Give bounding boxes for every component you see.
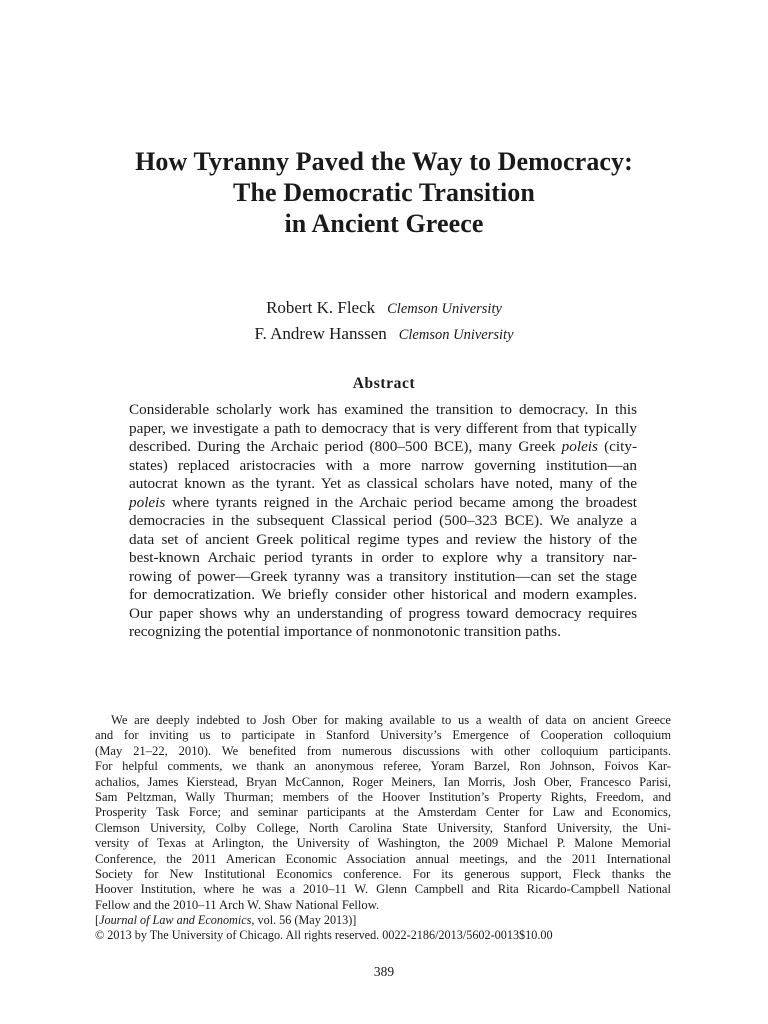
abstract-line: rowing of power—Greek tyranny was a transitory institution—can set the stage xyxy=(129,567,637,585)
abstract-line: for democratization. We briefly consider other historical and modern examples. xyxy=(129,586,637,603)
journal-citation xyxy=(95,913,671,928)
abstract-line: data set of ancient Greek political regime types and review the history of the xyxy=(129,530,637,548)
abstract-line: paper, we investigate a path to democracy that is very different from that typically xyxy=(129,419,637,437)
citation-bracket: [ xyxy=(95,913,100,927)
author-block xyxy=(0,298,768,350)
abstract-line: autocrat known as the tyrant. Yet as classical scholars have noted, many of the xyxy=(129,475,637,492)
footnote-line: Conference, the 2011 American Economic Association annual meetings, and the 2011 International xyxy=(95,851,671,866)
footnote-line: Prosperity Task Force; and seminar participants at the Amsterdam Center for Law and Economics, xyxy=(95,805,671,820)
abstract-line: democracies in the subsequent Classical period (500–323 BCE). We analyze a xyxy=(129,512,637,529)
author-name: Robert K. Fleck xyxy=(266,298,376,317)
title-line-2: The Democratic Transition xyxy=(233,178,535,207)
paper-title xyxy=(60,146,708,239)
abstract-line: Our paper shows why an understanding of progress toward democracy requires xyxy=(129,604,637,622)
author-affiliation: Clemson University xyxy=(398,327,514,343)
footnote-line: For helpful comments, we thank an anonymous referee, Yoram Barzel, Ron Johnson, Foivos Kar- xyxy=(95,759,671,774)
footnote-line: We are deeply indebted to Josh Ober for making available to us a wealth of data on ancient Greece xyxy=(111,713,671,727)
footnote-line: Hoover Institution, where he was a 2010–11 W. Glenn Campbell and Rita Ricardo-Campbell National xyxy=(95,882,671,897)
page-number: 389 xyxy=(373,964,395,979)
abstract-body xyxy=(129,401,637,642)
citation-block xyxy=(95,913,671,944)
abstract-line: best-known Archaic period tyrants in order to explore why a transitory nar- xyxy=(129,549,637,566)
footnote-line: and for inviting us to participate in Stanford University’s Emergence of Cooperation colloquium xyxy=(95,728,671,743)
abstract-line: recognizing the potential importance of nonmonotonic transition paths. xyxy=(129,623,561,640)
abstract-heading: Abstract xyxy=(352,375,416,392)
abstract-line: described. During the Archaic period (800–500 BCE), many Greek poleis (city- xyxy=(129,438,638,455)
abstract-line: states) replaced aristocracies with a more narrow governing institution—an xyxy=(129,456,637,474)
title-line-3: in Ancient Greece xyxy=(284,209,484,238)
footnote-line: Society for New Institutional Economics conference. For its generous support, Fleck thanks the xyxy=(95,866,671,881)
acknowledgement-footnote xyxy=(95,713,671,913)
title-line-1: How Tyranny Paved the Way to Democracy: xyxy=(135,147,633,176)
footnote-line: Fellow and the 2010–11 Arch W. Shaw National Fellow. xyxy=(95,897,380,912)
footnote-line: (May 21–22, 2010). We benefited from numerous discussions with other colloquium participants. xyxy=(95,743,671,758)
author-name: F. Andrew Hanssen xyxy=(254,324,387,343)
journal-name: Journal of Law and Economics, xyxy=(99,913,255,927)
footnote-line: achalios, James Kierstead, Bryan McCannon, Roger Meiners, Ian Morris, Josh Ober, Francesco Parisi, xyxy=(95,774,671,789)
copyright-notice: © 2013 by The University of Chicago. All rights reserved. 0022-2186/2013/5602-0013$10.00 xyxy=(95,928,553,943)
author-line xyxy=(0,298,768,324)
footnote-line: Sam Peltzman, Wally Thurman; members of the Hoover Institution’s Property Rights, Freedom, and xyxy=(95,789,671,804)
footnote-line: versity of Texas at Arlington, the University of Washington, the 2009 Michael P. Malone Memorial xyxy=(95,836,671,851)
author-line xyxy=(0,324,768,350)
citation-details: vol. 56 (May 2013)] xyxy=(254,913,357,927)
author-affiliation: Clemson University xyxy=(387,301,502,317)
footnote-line: Clemson University, Colby College, North Carolina State University, Stanford University, the Uni- xyxy=(95,820,671,835)
abstract-line: Considerable scholarly work has examined the transition to democracy. In this xyxy=(129,401,637,418)
abstract-line: poleis where tyrants reigned in the Archaic period became among the broadest xyxy=(129,493,637,511)
